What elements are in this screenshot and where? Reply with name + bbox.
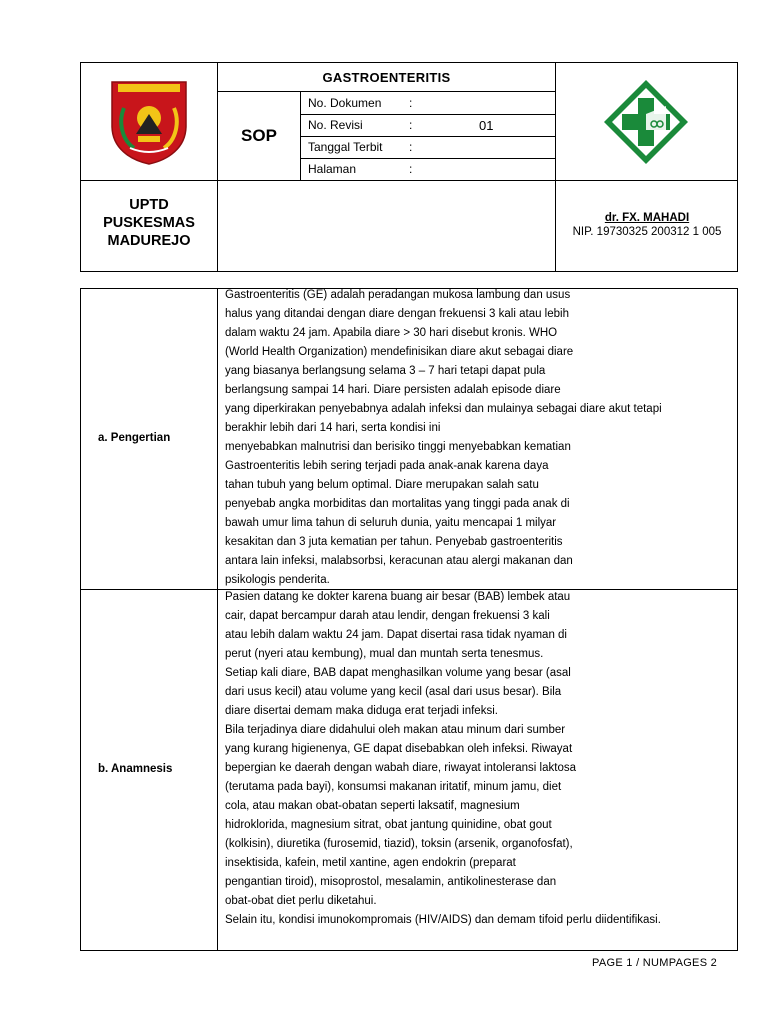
section-text-pengertian <box>225 286 737 590</box>
signer-block <box>556 211 738 239</box>
text-line: insektisida, kafein, metil xantine, agen endokrin (preparat <box>225 857 516 869</box>
header-divider <box>555 62 556 272</box>
meta-label: Halaman <box>308 162 357 176</box>
text-line: (terutama pada bayi), konsumsi makanan iritatif, minum jamu, diet <box>225 781 562 793</box>
document-title: GASTROENTERITIS <box>322 69 451 85</box>
text-line: (kolkisin), diuretika (furosemid, tiazid), toksin (arsenik, organofosfat), <box>225 838 573 850</box>
text-line: Pasien datang ke dokter karena buang air besar (BAB) lembek atau <box>225 591 571 603</box>
text-line: diare disertai demam maka diduga erat terjadi infeksi. <box>225 705 498 717</box>
text-line: (World Health Organization) mendefinisikan diare akut sebagai diare <box>225 346 574 358</box>
text-line: bepergian ke daerah dengan wabah diare, riwayat intoleransi laktosa <box>225 762 576 774</box>
meta-row-dokumen <box>301 92 555 114</box>
text-line: Bila terjadinya diare didahului oleh makan atau minum dari sumber <box>225 724 566 736</box>
text-line: yang kurang higienenya, GE dapat disebabkan oleh infeksi. Riwayat <box>225 743 573 755</box>
text-line: Selain itu, kondisi imunokompromais (HIV/AIDS) dan demam tifoid perlu diidentifikasi. <box>225 914 661 926</box>
regional-emblem-icon <box>108 78 190 166</box>
text-line: kesakitan dan 3 juta kematian per tahun. Penyebab gastroenteritis <box>225 536 563 548</box>
text-line: dalam waktu 24 jam. Apabila diare > 30 hari disebut kronis. WHO <box>225 327 558 339</box>
header-divider <box>80 180 738 181</box>
text-line: Gastroenteritis (GE) adalah peradangan mukosa lambung dan usus <box>225 289 571 301</box>
text-line: bawah umur lima tahun di seluruh dunia, yaitu mencapai 1 milyar <box>225 517 557 529</box>
org-line: MADUREJO <box>107 233 191 249</box>
org-line: PUSKESMAS <box>103 215 195 231</box>
content-divider <box>217 288 218 951</box>
meta-label: No. Revisi <box>308 118 363 132</box>
text-line: dari usus kecil) atau volume yang kecil (asal dari usus besar). Bila <box>225 686 562 698</box>
text-line: psikologis penderita. <box>225 574 330 586</box>
org-line: UPTD <box>129 197 169 213</box>
puskesmas-cross-icon <box>602 78 690 166</box>
meta-row-revisi <box>301 114 555 136</box>
meta-colon: : <box>409 140 413 154</box>
text-line: Gastroenteritis lebih sering terjadi pada anak-anak karena daya <box>225 460 549 472</box>
text-line: Setiap kali diare, BAB dapat menghasilkan volume yang besar (asal <box>225 667 571 679</box>
meta-label: Tanggal Terbit <box>308 140 383 154</box>
organization-name <box>81 196 217 250</box>
text-line: obat-obat diet perlu diketahui. <box>225 895 377 907</box>
meta-colon: : <box>409 118 413 132</box>
text-line: halus yang ditandai dengan diare dengan frekuensi 3 kali atau lebih <box>225 308 569 320</box>
section-label-anamnesis: b. Anamnesis <box>98 763 173 775</box>
text-line: cola, atau makan obat-obatan seperti laksatif, magnesium <box>225 800 520 812</box>
sop-label: SOP <box>241 126 277 145</box>
text-line: yang diperkirakan penyebabnya adalah infeksi dan mulainya sebagai diare akut tetapi <box>225 403 662 415</box>
meta-value: 01 <box>479 117 494 133</box>
signer-name: dr. FX. MAHADI <box>604 212 690 224</box>
text-line: menyebabkan malnutrisi dan berisiko tinggi menyebabkan kematian <box>225 441 571 453</box>
meta-label: No. Dokumen <box>308 96 382 110</box>
text-line: perut (nyeri atau kembung), mual dan muntah serta tenesmus. <box>225 648 544 660</box>
text-line: hidroklorida, magnesium sitrat, obat jantung quinidine, obat gout <box>225 819 552 831</box>
text-line: antara lain infeksi, malabsorbsi, keracunan atau alergi makanan dan <box>225 555 573 567</box>
text-line: penyebab angka morbiditas dan mortalitas yang tinggi pada anak di <box>225 498 570 510</box>
meta-colon: : <box>409 162 413 176</box>
meta-colon: : <box>409 96 413 110</box>
section-text-anamnesis <box>225 588 737 930</box>
meta-row-tanggal <box>301 136 555 158</box>
text-line: yang biasanya berlangsung selama 3 – 7 hari tetapi dapat pula <box>225 365 546 377</box>
page-number: PAGE 1 / NUMPAGES 2 <box>592 957 718 969</box>
meta-row-halaman <box>301 158 555 180</box>
section-label-pengertian: a. Pengertian <box>98 432 171 444</box>
text-line: pengantian tiroid), misoprostol, mesalamin, antikolinesterase dan <box>225 876 557 888</box>
text-line: cair, dapat bercampur darah atau lendir, dengan frekuensi 3 kali <box>225 610 550 622</box>
text-line: atau lebih dalam waktu 24 jam. Dapat disertai rasa tidak nyaman di <box>225 629 567 641</box>
text-line: berakhir lebih dari 14 hari, serta kondisi ini <box>225 422 441 434</box>
text-line: tahan tubuh yang belum optimal. Diare merupakan salah satu <box>225 479 539 491</box>
signer-nip: NIP. 19730325 200312 1 005 <box>572 226 722 238</box>
text-line: berlangsung sampai 14 hari. Diare persisten adalah episode diare <box>225 384 561 396</box>
